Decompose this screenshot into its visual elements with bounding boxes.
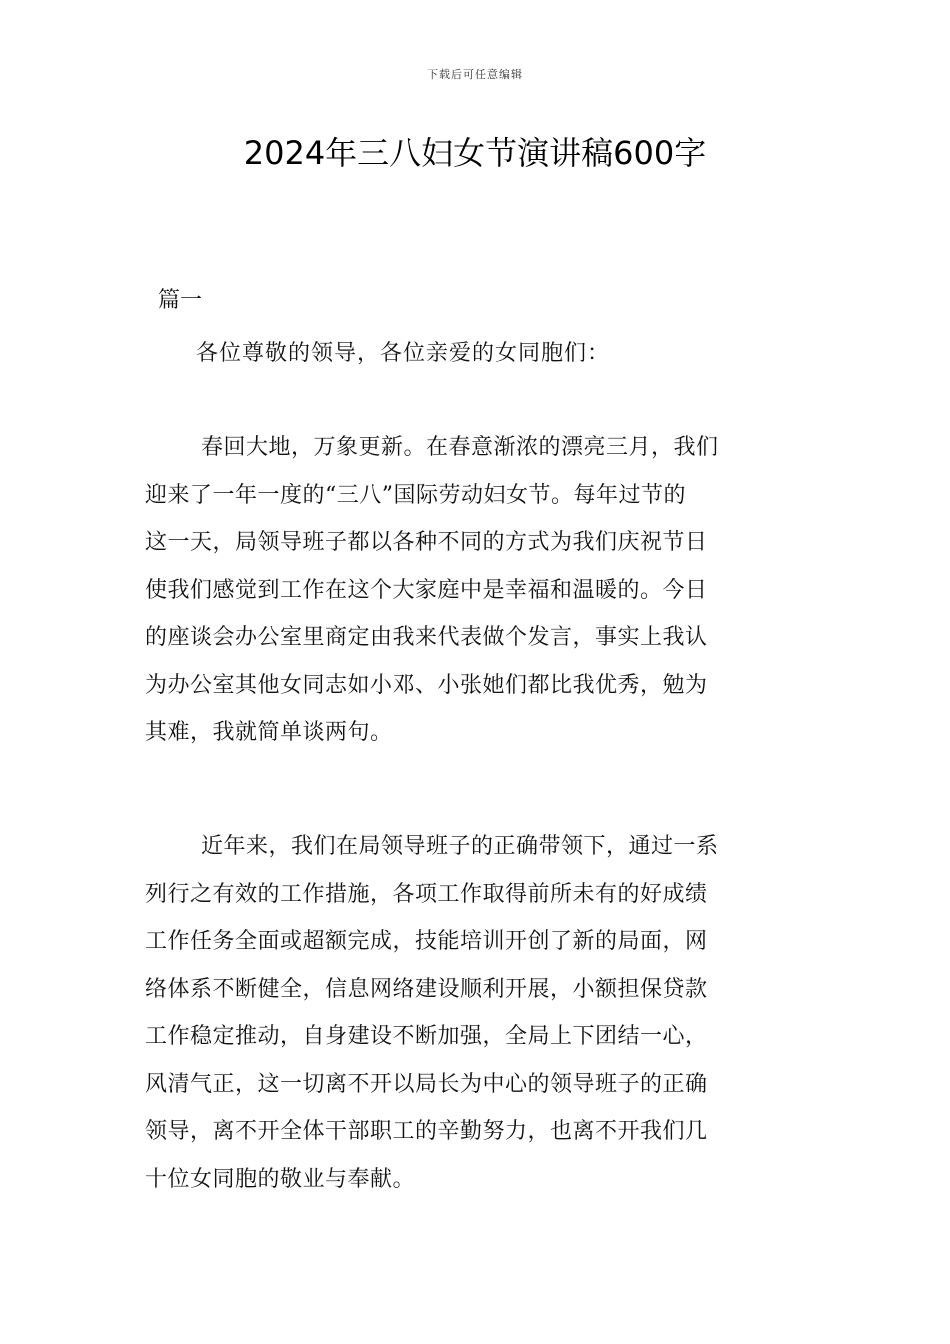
body-paragraph-1	[145, 424, 810, 757]
paragraph-line: 列行之有效的工作措施，各项工作取得前所未有的好成绩	[145, 881, 708, 907]
body-paragraph-2	[145, 823, 810, 1203]
paragraph-line: 工作稳定推动，自身建设不断加强，全局上下团结一心，	[145, 1024, 708, 1049]
salutation: 各位尊敬的领导，各位亲爱的女同胞们：	[196, 341, 611, 366]
paragraph-line: 十位女同胞的敬业与奉献。	[145, 1166, 416, 1192]
paragraph-line: 春回大地，万象更新。在春意渐浓的漂亮三月，我们	[201, 435, 719, 460]
paragraph-line: 为办公室其他女同志如小邓、小张她们都比我优秀，勉为	[145, 672, 708, 698]
paragraph-line: 络体系不断健全，信息网络建设顺利开展，小额担保贷款	[145, 976, 708, 1002]
paragraph-line: 的座谈会办公室里商定由我来代表做个发言，事实上我认	[145, 625, 708, 650]
section-label: 篇一	[158, 288, 203, 313]
paragraph-line: 工作任务全面或超额完成，技能培训开创了新的局面，网	[145, 929, 708, 954]
paragraph-line: 迎来了一年一度的“三八”国际劳动妇女节。每年过节的	[145, 482, 686, 508]
paragraph-line: 近年来，我们在局领导班子的正确带领下，通过一系	[201, 834, 719, 859]
page-title: 2024年三八妇女节演讲稿600字	[243, 134, 707, 172]
paragraph-line: 使我们感觉到工作在这个大家庭中是幸福和温暖的。今日	[145, 577, 708, 603]
paragraph-line: 这一天，局领导班子都以各种不同的方式为我们庆祝节日	[145, 530, 708, 555]
paragraph-line: 其难，我就简单谈两句。	[145, 720, 393, 745]
header-note: 下载后可任意编辑	[427, 68, 523, 81]
paragraph-line: 领导，离不开全体干部职工的辛勤努力，也离不开我们几	[145, 1119, 708, 1144]
paragraph-line: 风清气正，这一切离不开以局长为中心的领导班子的正确	[145, 1071, 708, 1097]
